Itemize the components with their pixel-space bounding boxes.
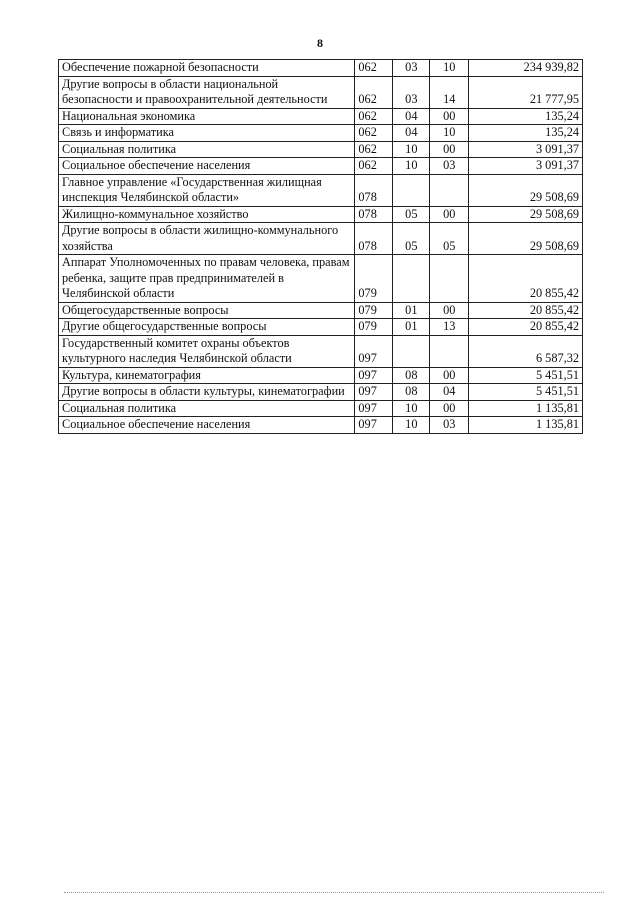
- row-subsection-cell: 04: [430, 384, 469, 401]
- row-subsection-cell: [430, 174, 469, 206]
- row-code-cell: 097: [355, 400, 393, 417]
- page-number: 8: [317, 36, 323, 50]
- row-amount-cell: 21 777,95: [469, 76, 583, 108]
- table-row: [59, 417, 583, 434]
- row-code-cell: 097: [355, 417, 393, 434]
- table-row: [59, 384, 583, 401]
- row-section-cell: 10: [393, 417, 430, 434]
- table-row: [59, 174, 583, 206]
- row-name-cell: Государственный комитет охраны объектов культурного наследия Челябинской области: [59, 335, 355, 367]
- table-row: [59, 158, 583, 175]
- row-code-cell: 078: [355, 206, 393, 223]
- table-row: [59, 367, 583, 384]
- row-code-cell: 078: [355, 223, 393, 255]
- row-code-cell: 062: [355, 76, 393, 108]
- row-code-cell: 062: [355, 60, 393, 77]
- row-amount-cell: 1 135,81: [469, 400, 583, 417]
- table-row: [59, 319, 583, 336]
- row-amount-cell: 5 451,51: [469, 367, 583, 384]
- row-name-cell: Национальная экономика: [59, 108, 355, 125]
- row-section-cell: 08: [393, 384, 430, 401]
- table-row: [59, 60, 583, 77]
- row-subsection-cell: 00: [430, 206, 469, 223]
- table-row: [59, 302, 583, 319]
- row-subsection-cell: 10: [430, 60, 469, 77]
- row-amount-cell: 3 091,37: [469, 141, 583, 158]
- row-code-cell: 079: [355, 302, 393, 319]
- row-code-cell: 097: [355, 384, 393, 401]
- row-amount-cell: 20 855,42: [469, 255, 583, 303]
- budget-table: [58, 59, 583, 434]
- table-row: [59, 141, 583, 158]
- row-name-cell: Социальная политика: [59, 141, 355, 158]
- row-amount-cell: 5 451,51: [469, 384, 583, 401]
- row-code-cell: 062: [355, 141, 393, 158]
- row-section-cell: 05: [393, 223, 430, 255]
- table-row: [59, 223, 583, 255]
- row-subsection-cell: 00: [430, 367, 469, 384]
- row-subsection-cell: [430, 255, 469, 303]
- row-section-cell: 05: [393, 206, 430, 223]
- row-section-cell: 10: [393, 141, 430, 158]
- row-section-cell: 04: [393, 125, 430, 142]
- row-name-cell: Главное управление «Государственная жилищная инспекция Челябинской области»: [59, 174, 355, 206]
- row-subsection-cell: 00: [430, 400, 469, 417]
- row-section-cell: 03: [393, 60, 430, 77]
- table-row: [59, 76, 583, 108]
- table-row: [59, 400, 583, 417]
- budget-table-body: [59, 60, 583, 434]
- row-section-cell: 10: [393, 158, 430, 175]
- row-code-cell: 079: [355, 319, 393, 336]
- row-name-cell: Обеспечение пожарной безопасности: [59, 60, 355, 77]
- row-section-cell: 04: [393, 108, 430, 125]
- row-section-cell: 01: [393, 319, 430, 336]
- row-subsection-cell: 13: [430, 319, 469, 336]
- row-subsection-cell: 00: [430, 302, 469, 319]
- row-amount-cell: 20 855,42: [469, 302, 583, 319]
- row-section-cell: [393, 335, 430, 367]
- row-name-cell: Культура, кинематография: [59, 367, 355, 384]
- page-bottom-rule: [64, 892, 604, 893]
- table-row: [59, 125, 583, 142]
- row-name-cell: Другие вопросы в области культуры, кинематографии: [59, 384, 355, 401]
- row-amount-cell: 29 508,69: [469, 174, 583, 206]
- row-amount-cell: 29 508,69: [469, 223, 583, 255]
- row-name-cell: Социальное обеспечение населения: [59, 158, 355, 175]
- row-amount-cell: 1 135,81: [469, 417, 583, 434]
- row-subsection-cell: 03: [430, 158, 469, 175]
- row-section-cell: 01: [393, 302, 430, 319]
- row-code-cell: 097: [355, 335, 393, 367]
- table-row: [59, 335, 583, 367]
- row-amount-cell: 135,24: [469, 108, 583, 125]
- table-row: [59, 255, 583, 303]
- row-subsection-cell: 14: [430, 76, 469, 108]
- row-subsection-cell: 00: [430, 141, 469, 158]
- row-code-cell: 062: [355, 108, 393, 125]
- row-amount-cell: 29 508,69: [469, 206, 583, 223]
- row-name-cell: Другие вопросы в области национальной безопасности и правоохранительной деятельности: [59, 76, 355, 108]
- row-amount-cell: 20 855,42: [469, 319, 583, 336]
- row-name-cell: Общегосударственные вопросы: [59, 302, 355, 319]
- row-amount-cell: 3 091,37: [469, 158, 583, 175]
- row-section-cell: 10: [393, 400, 430, 417]
- row-subsection-cell: 03: [430, 417, 469, 434]
- row-subsection-cell: 00: [430, 108, 469, 125]
- row-section-cell: [393, 174, 430, 206]
- row-code-cell: 079: [355, 255, 393, 303]
- row-subsection-cell: 05: [430, 223, 469, 255]
- row-name-cell: Социальная политика: [59, 400, 355, 417]
- row-code-cell: 078: [355, 174, 393, 206]
- row-amount-cell: 6 587,32: [469, 335, 583, 367]
- table-row: [59, 206, 583, 223]
- row-amount-cell: 135,24: [469, 125, 583, 142]
- row-code-cell: 062: [355, 158, 393, 175]
- row-name-cell: Социальное обеспечение населения: [59, 417, 355, 434]
- row-amount-cell: 234 939,82: [469, 60, 583, 77]
- row-code-cell: 062: [355, 125, 393, 142]
- row-code-cell: 097: [355, 367, 393, 384]
- row-subsection-cell: [430, 335, 469, 367]
- row-name-cell: Аппарат Уполномоченных по правам человека, правам ребенка, защите прав предпринимателей в Челябинской области: [59, 255, 355, 303]
- row-subsection-cell: 10: [430, 125, 469, 142]
- row-name-cell: Другие вопросы в области жилищно-коммунального хозяйства: [59, 223, 355, 255]
- table-row: [59, 108, 583, 125]
- row-section-cell: 08: [393, 367, 430, 384]
- row-name-cell: Другие общегосударственные вопросы: [59, 319, 355, 336]
- row-name-cell: Связь и информатика: [59, 125, 355, 142]
- row-section-cell: [393, 255, 430, 303]
- row-section-cell: 03: [393, 76, 430, 108]
- row-name-cell: Жилищно-коммунальное хозяйство: [59, 206, 355, 223]
